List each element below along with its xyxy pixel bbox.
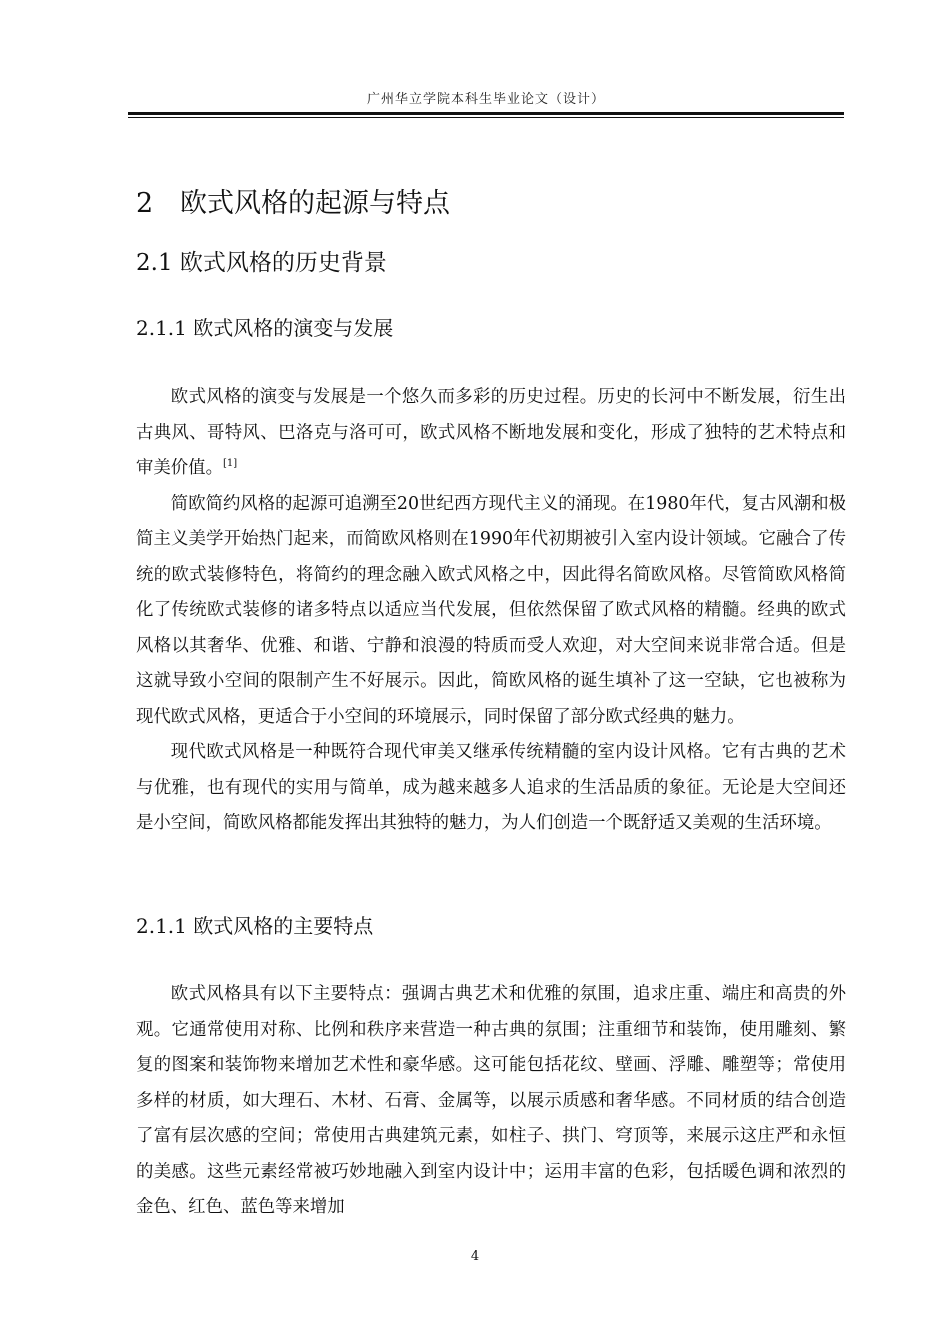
page-number: 4 [470, 1249, 480, 1264]
section-heading [136, 247, 387, 279]
chapter-title: 欧式风格的起源与特点 [180, 188, 450, 219]
subsection-number-2: 2.1.1 [136, 914, 187, 938]
paragraph-text: 欧式风格的演变与发展是一个悠久而多彩的历史过程。历史的长河中不断发展，衍生出古典风、哥特风、巴洛克与洛可可，欧式风格不断地发展和变化，形成了独特的艺术特点和审美价值。 [136, 387, 846, 478]
paragraph: 简欧简约风格的起源可追溯至20世纪西方现代主义的涌现。在1980年代，复古风潮和极简主义美学开始热门起来，而简欧风格则在1990年代初期被引入室内设计领域。它融合了传统的欧式装修特色，将简约的理念融入欧式风格之中，因此得名简欧风格。尽管简欧风格简化了传统欧式装修的诸多特点以适应当代发展，但依然保留了欧式风格的精髓。经典的欧式风格以其奢华、优雅、和谐、宁静和浪漫的特质而受人欢迎，对大空间来说非常合适。但是这就导致小空间的限制产生不好展示。因此，简欧风格的诞生填补了这一空缺，它也被称为现代欧式风格，更适合于小空间的环境展示，同时保留了部分欧式经典的魅力。 [136, 493, 846, 727]
paragraph: 欧式风格具有以下主要特点：强调古典艺术和优雅的氛围，追求庄重、端庄和高贵的外观。它通常使用对称、比例和秩序来营造一种古典的氛围；注重细节和装饰，使用雕刻、繁复的图案和装饰物来增加艺术性和豪华感。这可能包括花纹、壁画、浮雕、雕塑等；常使用多样的材质，如大理石、木材、石膏、金属等，以展示质感和奢华感。不同材质的结合创造了富有层次感的空间；常使用古典建筑元素，如柱子、拱门、穹顶等，来展示这庄严和永恒的美感。这些元素经常被巧妙地融入到室内设计中；运用丰富的色彩，包括暖色调和浓烈的金色、红色、蓝色等来增加 [136, 984, 846, 1217]
subsection-heading-2 [136, 912, 373, 940]
subsection-1-body [136, 380, 846, 842]
citation: [1] [222, 458, 238, 470]
subsection-title-2: 欧式风格的主要特点 [193, 914, 374, 938]
subsection-number-1: 2.1.1 [136, 316, 187, 340]
chapter-number: 2 [136, 188, 154, 219]
header-rule-thick [128, 112, 844, 115]
subsection-2-body [136, 977, 846, 1226]
paragraph: 现代欧式风格是一种既符合现代审美又继承传统精髓的室内设计风格。它有古典的艺术与优雅，也有现代的实用与简单，成为越来越多人追求的生活品质的象征。无论是大空间还是小空间，简欧风格都能发挥出其独特的魅力，为人们创造一个既舒适又美观的生活环境。 [136, 742, 846, 833]
chapter-heading [136, 184, 450, 224]
running-header: 广州华立学院本科生毕业论文（设计） [366, 92, 605, 107]
section-title: 欧式风格的历史背景 [179, 250, 387, 276]
subsection-heading-1 [136, 314, 393, 342]
header-rule-thin [128, 117, 844, 118]
section-number: 2.1 [136, 250, 173, 276]
paragraph [136, 380, 846, 487]
subsection-title-1: 欧式风格的演变与发展 [193, 316, 394, 340]
